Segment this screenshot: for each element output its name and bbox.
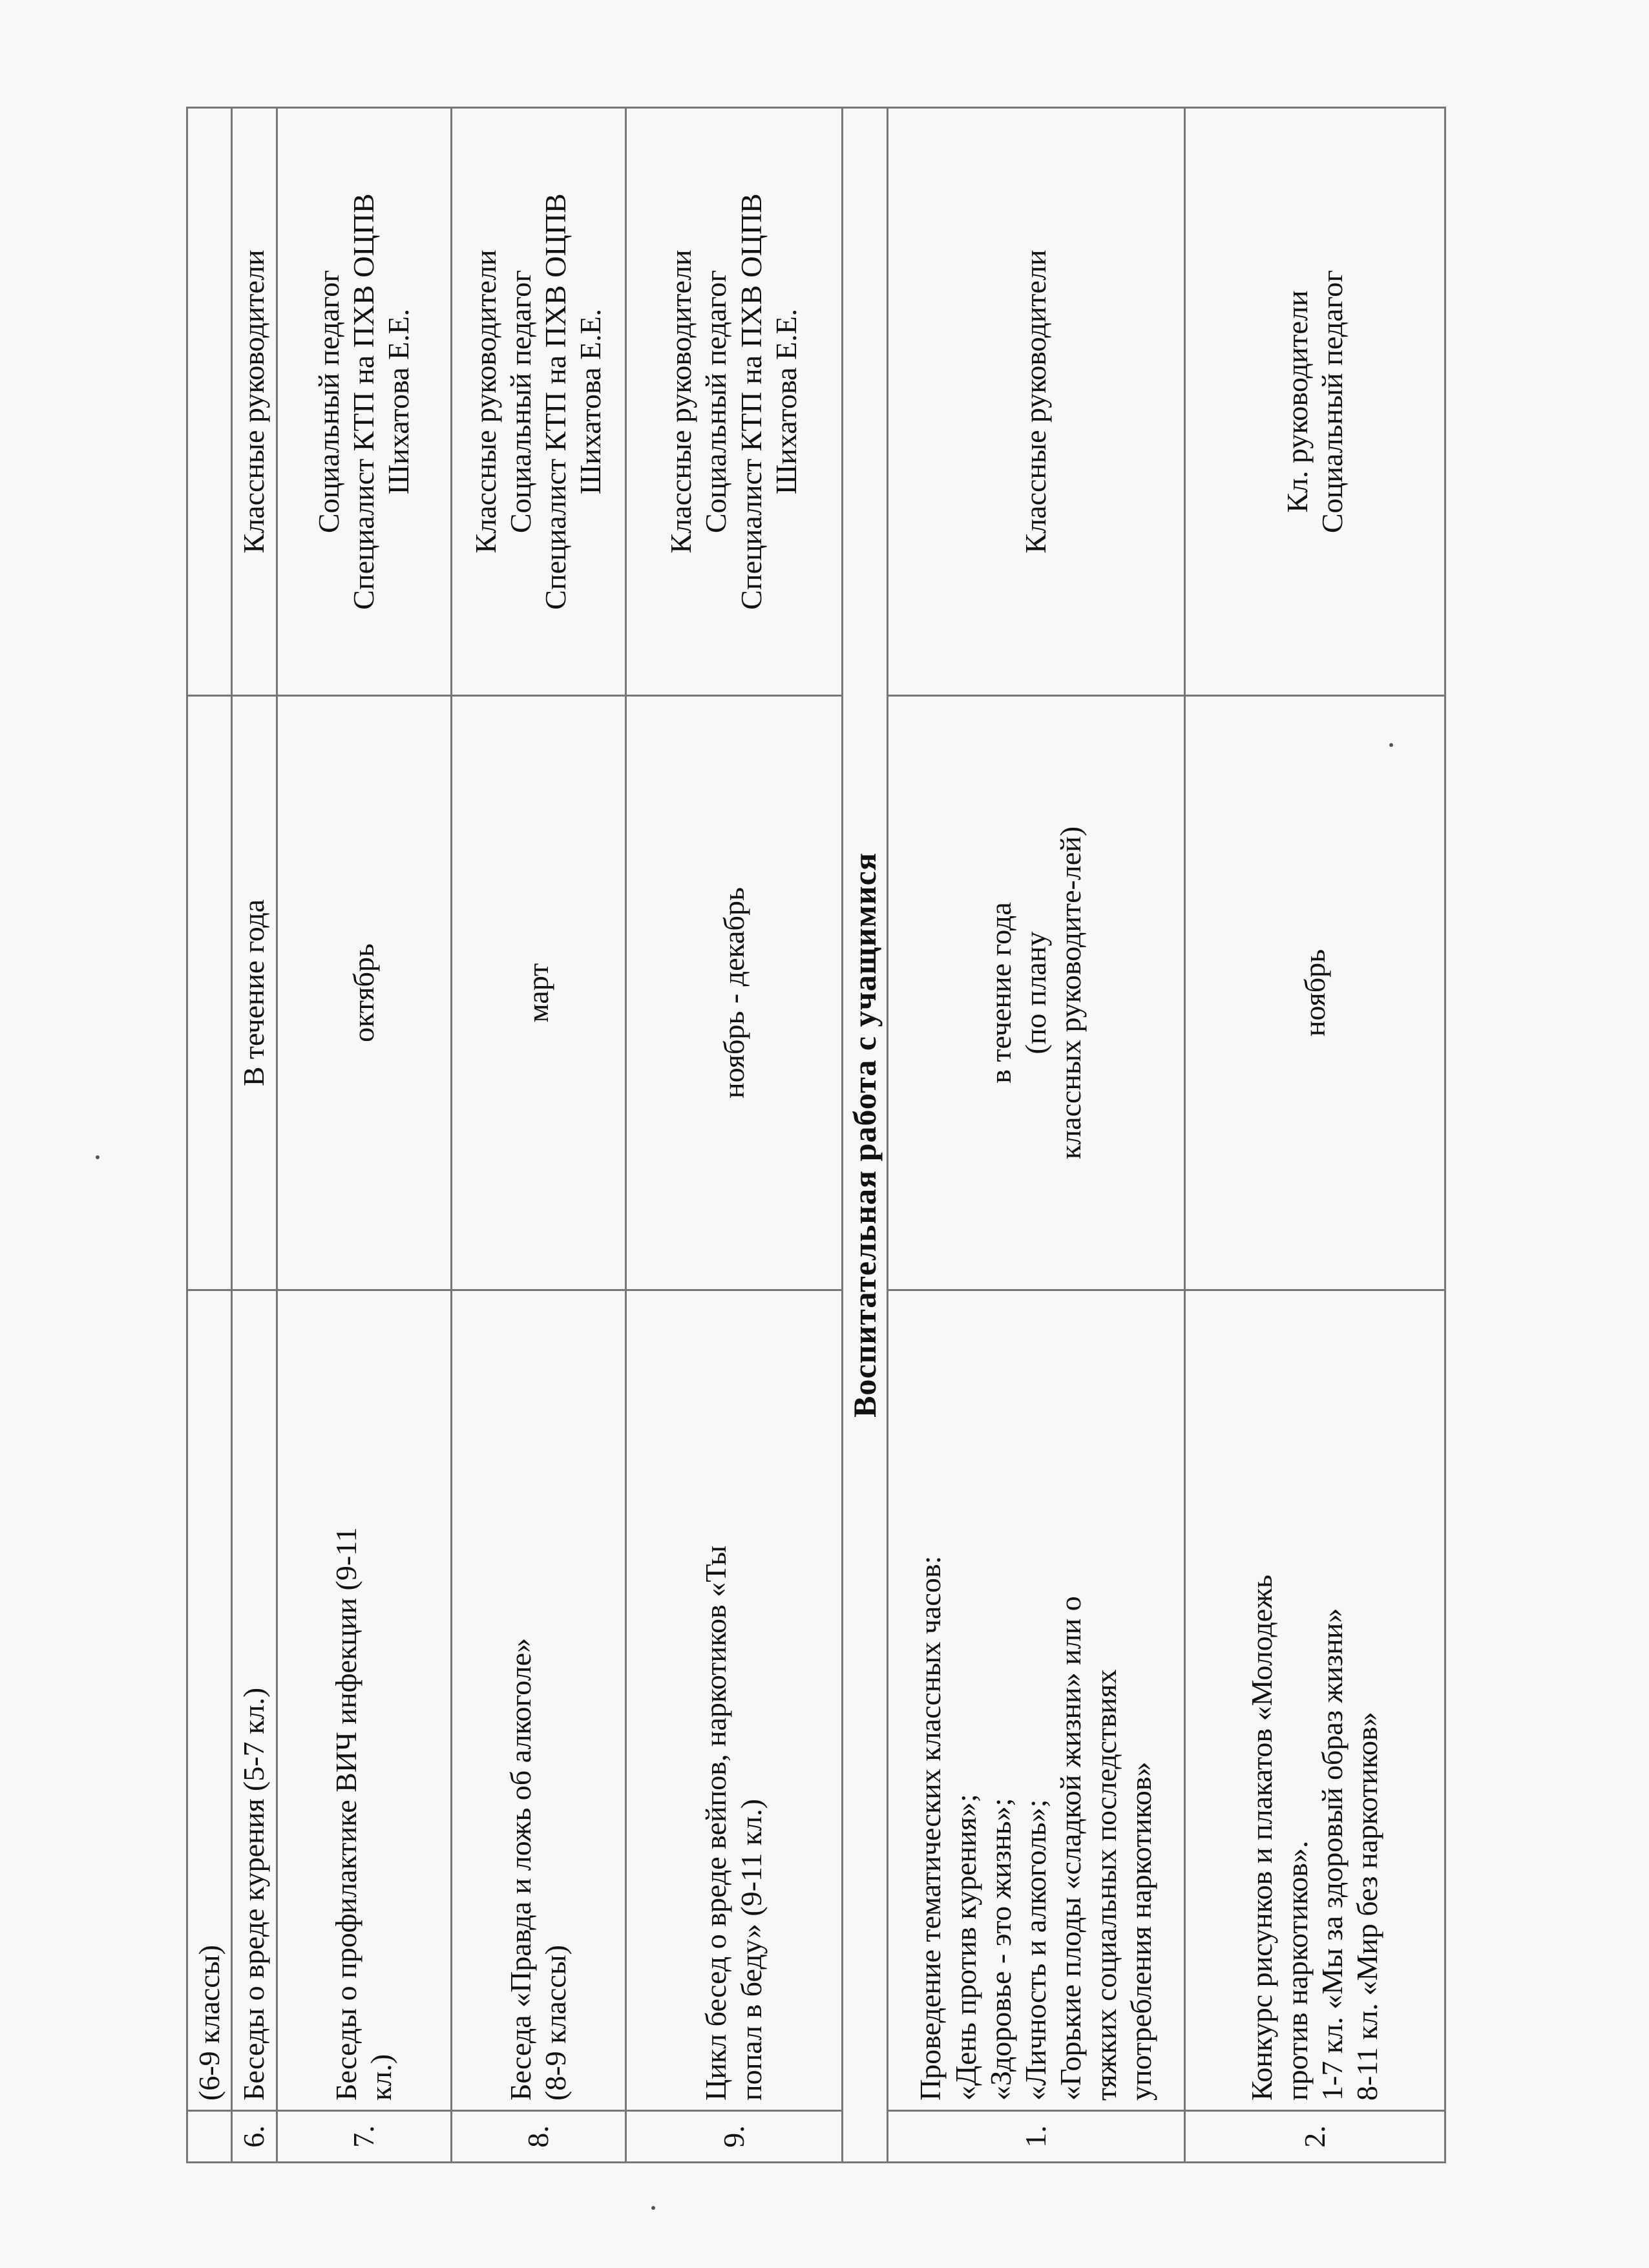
activity-line: 8-11 кл. «Мир без наркотиков» (1350, 1712, 1384, 2101)
responsible-line: Шихатова Е.Е. (769, 308, 803, 495)
activity-line: Цикл бесед о вреде вейпов, наркотиков «Ты (699, 1546, 733, 2101)
responsible-line: Социальный педагог (503, 269, 537, 534)
term-line: октябрь (346, 943, 380, 1042)
term-line: (по плану (1019, 931, 1053, 1055)
row-number: 1. (887, 2111, 1184, 2163)
activity-line: Беседа «Правда и ложь об алкоголе» (503, 1638, 537, 2101)
term-line: классных руководите-лей) (1054, 826, 1087, 1160)
table-row (232, 108, 277, 2163)
responsible-line: Социальный педагог (311, 269, 345, 534)
activity-responsible (232, 108, 277, 696)
activity-name (625, 1290, 842, 2111)
table-row (887, 108, 1184, 2163)
responsible-line: Социальный педагог (1315, 269, 1349, 534)
row-number: 8. (451, 2111, 625, 2163)
activity-name (232, 1290, 277, 2111)
activity-line: кл.) (364, 2053, 398, 2101)
activity-term (451, 696, 625, 1290)
activity-responsible (187, 108, 232, 696)
row-number: 2. (1184, 2111, 1445, 2163)
table-row (1184, 108, 1445, 2163)
activity-term (887, 696, 1184, 1290)
activity-name (1184, 1290, 1445, 2111)
responsible-line: Классные руководители (468, 249, 502, 554)
activity-line: Беседы о вреде курения (5-7 кл.) (237, 1687, 271, 2101)
plan-table (186, 107, 1446, 2163)
responsible-line: Специалист КТП на ПХВ ОЦПВ (734, 193, 768, 610)
table-row (625, 108, 842, 2163)
activity-line: (8-9 классы) (539, 1945, 572, 2101)
row-number (187, 2111, 232, 2163)
activity-line: Проведение тематических классных часов: (914, 1555, 947, 2101)
term-line: ноябрь (1297, 949, 1331, 1037)
activity-line: «Горькие плоды «сладкой жизни» или о (1054, 1596, 1087, 2101)
activity-term (277, 696, 451, 1290)
rotated-table-wrapper (186, 109, 1446, 2163)
activity-responsible (451, 108, 625, 696)
activity-line: «Личность и алкоголь»; (1019, 1799, 1053, 2101)
activity-responsible (277, 108, 451, 696)
section-title: Воспитательная работа с учащимися (842, 108, 887, 2163)
scan-speck (96, 1155, 100, 1159)
responsible-line: Классные руководители (237, 249, 271, 554)
activity-line: против наркотиков». (1280, 1840, 1314, 2101)
activity-term (1184, 696, 1445, 1290)
activity-term (625, 696, 842, 1290)
responsible-line: Специалист КТП на ПХВ ОЦПВ (346, 193, 380, 610)
activity-name (887, 1290, 1184, 2111)
section-row (842, 108, 887, 2163)
term-line: в течение года (983, 902, 1017, 1084)
table-row (187, 108, 232, 2163)
activity-line: 1-7 кл. «Мы за здоровый образ жизни» (1315, 1608, 1349, 2101)
responsible-line: Шихатова Е.Е. (574, 308, 607, 495)
activity-responsible (1184, 108, 1445, 696)
plan-table-body (187, 108, 1445, 2163)
activity-name (451, 1290, 625, 2111)
activity-line: употребления наркотиков» (1124, 1761, 1157, 2101)
activity-line: тяжких социальных последствиях (1089, 1669, 1122, 2101)
row-number: 7. (277, 2111, 451, 2163)
activity-line: Беседы о профилактике ВИЧ инфекции (9-11 (329, 1527, 362, 2101)
responsible-line: Классные руководители (664, 249, 698, 554)
scan-speck (651, 2206, 655, 2210)
responsible-line: Классные руководители (1019, 249, 1053, 554)
activity-term (232, 696, 277, 1290)
term-line: ноябрь - декабрь (717, 887, 750, 1098)
activity-responsible (625, 108, 842, 696)
activity-name (277, 1290, 451, 2111)
term-line: В течение года (237, 899, 271, 1087)
table-row (277, 108, 451, 2163)
activity-line: «Здоровье - это жизнь»; (983, 1798, 1017, 2101)
term-line: март (521, 963, 555, 1023)
responsible-line: Специалист КТП на ПХВ ОЦПВ (539, 193, 572, 610)
table-row (451, 108, 625, 2163)
activity-line: попал в беду» (9-11 кл.) (734, 1799, 768, 2101)
responsible-line: Кл. руководители (1280, 290, 1314, 513)
activity-line: Конкурс рисунков и плакатов «Молодежь (1245, 1575, 1279, 2101)
scan-speck (1389, 743, 1393, 747)
row-number: 9. (625, 2111, 842, 2163)
activity-name (187, 1290, 232, 2111)
activity-line: «День против курения»; (949, 1794, 982, 2101)
activity-term (187, 696, 232, 1290)
activity-responsible (887, 108, 1184, 696)
row-number: 6. (232, 2111, 277, 2163)
responsible-line: Шихатова Е.Е. (382, 308, 415, 495)
activity-line: (6-9 классы) (193, 1945, 226, 2101)
responsible-line: Социальный педагог (699, 269, 733, 534)
